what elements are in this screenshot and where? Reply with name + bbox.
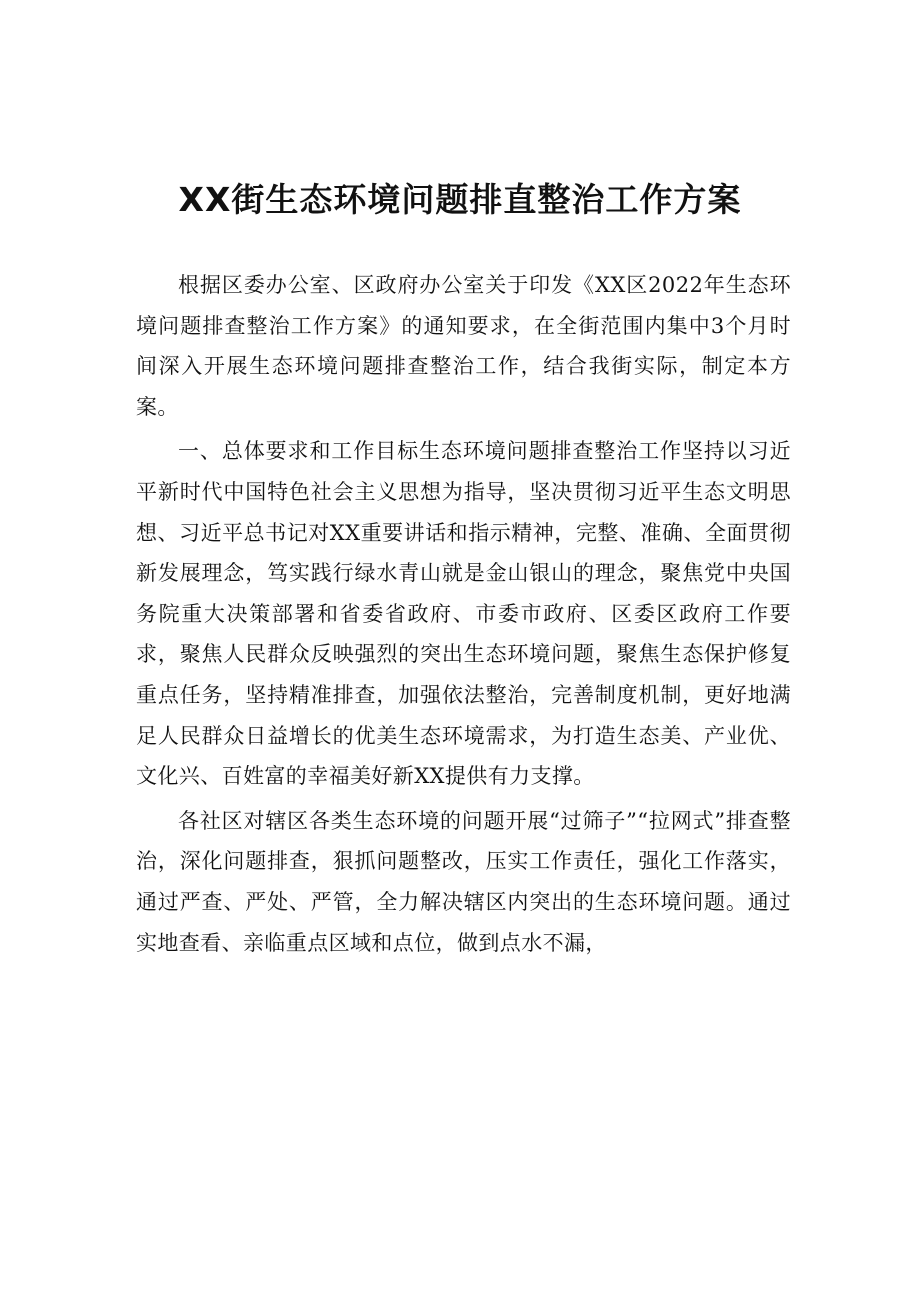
document-body [136, 265, 791, 967]
paragraph-general-requirements: 一、总体要求和工作目标生态环境问题排查整治工作坚持以习近平新时代中国特色社会主义思想为指导，坚决贯彻习近平生态文明思想、习近平总书记对XX重要讲话和指示精神，完整、准确、全面贯彻新发展理念，笃实践行绿水青山就是金山银山的理念，聚焦党中央国务院重大决策部署和省委省政府、市委市政府、区委区政府工作要求，聚焦人民群众反映强烈的突出生态环境问题，聚焦生态保护修复重点任务，坚持精准排查，加强依法整治，完善制度机制，更好地满足人民群众日益增长的优美生态环境需求，为打造生态美、产业优、文化兴、百姓富的幸福美好新XX提供有力支撑。 [136, 439, 791, 789]
paragraph-community-inspection: 各社区对辖区各类生态环境的问题开展“过筛子”“拉网式”排查整治，深化问题排查，狠抓问题整改，压实工作责任，强化工作落实，通过严查、严处、严管，全力解决辖区内突出的生态环境问题。通过实地查看、亲临重点区域和点位，做到点水不漏， [136, 808, 791, 955]
document-title: XX街生态环境问题排直整治工作方案 [178, 180, 742, 219]
paragraph-intro: 根据区委办公室、区政府办公室关于印发《XX区2022年生态环境问题排查整治工作方案》的通知要求，在全街范围内集中3个月时间深入开展生态环境问题排查整治工作，结合我街实际，制定本方案。 [136, 273, 791, 419]
